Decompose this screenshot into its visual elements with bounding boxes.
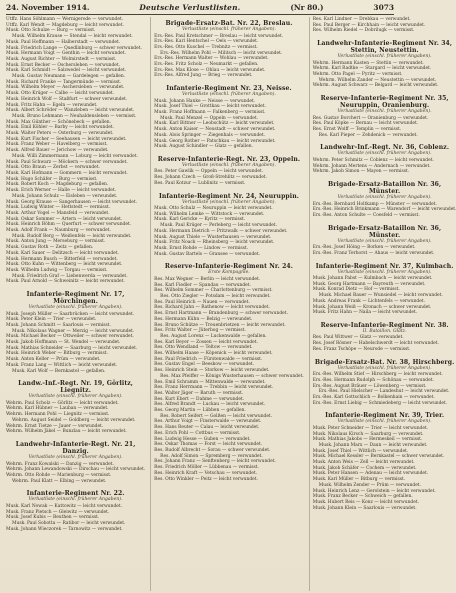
casualty-entry: Musk. Otto Krüger — Calbe — leicht verwundet. <box>6 91 115 97</box>
casualty-entry: Ers.-Res. Paul Kretschmer — Breslau — leicht verwundet. <box>154 33 284 39</box>
casualty-entry: Musk. Ludwig Winter — Hettstedt — vermisst. <box>6 205 111 211</box>
section-subheading: Verlustliste (einschl. früherer Angaben). <box>182 92 276 98</box>
casualty-entry: Res. Wilhelm Riedel — Dobrilugk — vermisst. <box>312 28 415 34</box>
casualty-entry: Utffz. Karl Wendt — Magdeburg — leicht verwundet. <box>6 22 124 28</box>
casualty-entry: Musk. Josef Thiel — Grottkau — leicht verwundet. <box>154 104 266 110</box>
section-heading: Infanterie-Regiment Nr. 24, Neuruppin. <box>158 192 299 200</box>
section-heading: Reserve-Infanterie-Regiment Nr. 35, Neuruppin, Oranienburg. <box>320 95 449 110</box>
section-subheading: II. Bataillon. Glatz. <box>362 328 407 334</box>
casualty-entry: Musk. Wilhelm Ludwig — Torgau — vermisst. <box>6 267 108 273</box>
section-gap <box>154 187 304 190</box>
casualty-entry: Res. Franz Tschöpe — Neurode — vermisst. <box>312 346 411 352</box>
casualty-entry: Musk. Willi Zimmermann — Loburg — leicht verwundet. <box>12 153 138 159</box>
casualty-entry: Res. Hans Reuter — Calau — leicht verwundet. <box>154 425 260 431</box>
header-issue: (Nr 80.) <box>290 3 324 12</box>
casualty-entry: Musk. Johann Schmitt — Saarlouis — vermisst. <box>6 322 111 328</box>
casualty-entry: Musk. Wilhelm Meyer — Aschersleben — verwundet. <box>6 85 125 91</box>
casualty-entry: Musk. Friedrich Lange — Quedlinburg — schwer verwundet. <box>6 45 142 51</box>
casualty-entry: Res. Gustav Borchert — Oranienburg — verwundet. <box>312 115 429 121</box>
casualty-entry: Ers.-Res. Franz Terhorst — Ahaus — leicht verwundet. <box>312 250 435 256</box>
casualty-entry: Ers.-Res. Anton Schulte — Coesfeld — vermisst. <box>312 212 420 218</box>
casualty-entry: Musk. Ernst Rohde — Lindow — vermisst. <box>154 245 249 251</box>
section-subheading: Verlustliste (einschl. früherer Angaben). <box>28 394 123 400</box>
casualty-entry: Res. Gustav Engel — Beeskow — verwundet. <box>154 362 255 368</box>
section-subheading: Verlustliste (einschl. früherer Angaben). <box>337 238 432 244</box>
casualty-entry: Musk. Peter Schneider — Trier — leicht verwundet. <box>312 425 429 431</box>
casualty-entry: Musk. Friedrich Graf — Liebenwerda — verwundet. <box>12 273 128 279</box>
casualty-entry: Wehrm. Wilhelm Jäkel — Bunzlau — leicht verwundet. <box>6 429 127 435</box>
casualty-entry: Musk. Karl Gericke — Kyritz — vermisst. <box>154 217 246 223</box>
casualty-entry: Musk. Hermann Busch — Bitterfeld — verwundet. <box>6 256 118 262</box>
casualty-entry: Musk. Karl Wolf — Bernkastel — gefallen. <box>12 368 106 374</box>
section-heading: Landwehr-Infanterie-Regiment Nr. 34, Stettin, Neustettin. <box>317 40 453 55</box>
casualty-entry: Musk. Rudolf Berg — Weißenfels — leicht verwundet. <box>12 233 132 239</box>
casualty-entry: Musk. Albert Schröder — Wanzleben — leicht verwundet. <box>6 108 135 114</box>
casualty-entry: Res. Emil Schramm — Mittenwalde — verwundet. <box>154 379 266 385</box>
casualty-entry: Res. Paul Wittwer — Glatz — verwundet. <box>312 335 404 341</box>
page-header <box>6 3 394 15</box>
casualty-entry: Musk. Otto Schulze — Burg — vermisst. <box>6 28 96 34</box>
column-2 <box>150 17 304 591</box>
casualty-entry: Musk. August Schindler — Glatz — gefallen. <box>154 144 253 150</box>
casualty-entry: Musk. Karl Nowak — Kattowitz — leicht verwundet. <box>6 503 123 509</box>
casualty-entry: Res. Adolf Simon — Spremberg — verwundet. <box>160 453 263 459</box>
casualty-entry: Musk. Emil Köhler — Barby — leicht verwundet. <box>6 125 114 131</box>
header-title: Deutsche Verlustlisten. <box>139 3 241 12</box>
casualty-entry: Musk. Heinrich Wolf — Staßfurt — schwer verwundet. <box>6 96 128 102</box>
section-heading: Reserve-Infanterie-Regt. Nr. 23, Oppeln. <box>157 155 301 163</box>
casualty-entry: Wehrm. Peter Schmitz — Coblenz — leicht verwundet. <box>312 157 434 163</box>
casualty-entry: Wehrm. August Schwarz — Belgard — leicht verwundet. <box>312 83 439 89</box>
casualty-entry: Musk. Hugo Schäfer — Burg — vermisst. <box>6 176 98 182</box>
casualty-entry: Musk. Erich Werner — Halle — leicht verwundet. <box>6 188 117 194</box>
casualty-entry: Res. Arthur Voigt — Finsterwalde — verwundet. <box>154 419 262 425</box>
casualty-entry: Wehrm. Johann Lewandowski — Dirschau — leicht verwundet. <box>6 467 146 473</box>
section-gap <box>6 285 145 288</box>
section-heading: Infanterie-Regiment Nr. 37, Kulmbach. <box>315 262 454 270</box>
casualty-entry: Res. Rudolf Albrecht — Sorau — schwer verwundet. <box>154 447 271 453</box>
casualty-entry: Res. Kurt Ebert — Dahme — verwundet. <box>154 396 245 402</box>
section-heading: Infanterie-Regiment Nr. 17, Mörchingen. <box>26 291 125 306</box>
casualty-entry: Musk. Alois Springer — Ziegenhals — verwundet. <box>154 132 266 138</box>
casualty-entry: Ers.-Res. Heinrich Brinkmann — Warendorf — leicht verwundet. <box>312 207 456 213</box>
section-subheading: Verlustliste (einschl. früherer Angaben). <box>182 199 276 205</box>
section-gap <box>313 406 456 409</box>
casualty-entry: Musk. Johann Hanke — Neisse — verwundet. <box>154 98 256 104</box>
casualty-entry: Musk. Michael Bauer — Wunsiedel — leicht verwundet. <box>318 293 443 299</box>
casualty-entry: Wehrm. Karl Radtke — Stargard — leicht verwundet. <box>312 66 432 72</box>
casualty-entry: Wehrm. Franz Kowalski — Danzig — verwundet. <box>6 461 114 467</box>
casualty-entry: Wehrm. Otto Pagel — Pyritz — vermisst. <box>312 72 403 78</box>
section-subheading: Verlustliste (einschl. früherer Angaben). <box>28 455 123 460</box>
casualty-entry: Ers.-Res. Wilhelm Stief — Hirschberg — leicht verwundet. <box>312 372 443 378</box>
casualty-entry: Musk. Richard Franke — Tangermünde — vermisst. <box>6 79 122 85</box>
casualty-entry: Musk. Johann Pabst — Kulmbach — leicht verwundet. <box>312 276 433 282</box>
casualty-entry: Musk. Paul Schwarz — Möckern — schwer verwundet. <box>6 159 128 165</box>
casualty-entry: Musk. Oskar Sommer — Artern — leicht verwundet. <box>6 216 123 222</box>
section-gap <box>154 79 304 82</box>
section-gap <box>313 257 456 260</box>
casualty-entry: Musk. Franz Weber — Havelberg — vermisst. <box>6 142 108 148</box>
casualty-entry: Musk. Hermann Voigt — Genthin — leicht verwundet. <box>6 51 126 57</box>
casualty-entry: Musk. Georg Krause — Sangerhausen — leicht verwundet. <box>6 199 138 205</box>
section-subheading: Verlustliste (einschl. früherer Angaben). <box>337 365 432 371</box>
casualty-entry: Wehrm. Jakob Simon — Mayen — vermisst. <box>312 169 410 175</box>
casualty-entry: Musk. Otto Braun — Zerbst — verwundet. <box>6 165 100 171</box>
casualty-entry: Musk. Wilhelm Zender — Prüm — verwundet. <box>318 482 421 488</box>
casualty-entry: Musk. Mathias Jakobs — Hermeskeil — vermisst. <box>312 437 423 443</box>
casualty-entry: Musk. Gustav Bartels — Gransee — verwundet. <box>154 251 261 257</box>
casualty-entry: Musk. Nikolaus Wagner — Merzig — leicht verwundet. <box>12 328 135 334</box>
section-subheading: Verlustliste (einschl. früherer Angaben). <box>182 27 276 32</box>
casualty-entry: Res. Johann Czech — Groß-Strehlitz — verwundet. <box>154 175 267 181</box>
casualty-entry: Musk. Anton Weis — Zell — leicht verwundet. <box>312 460 415 466</box>
section-subheading: Verlustliste (einschl. früherer Angaben). <box>337 269 432 275</box>
casualty-entry: Musk. Gustav Roth — Zeitz — gefallen. <box>6 245 94 251</box>
casualty-entry: Musk. Peter Hansen — Adenau — leicht verwundet. <box>312 471 429 477</box>
casualty-entry: Musk. Fritz Hahn — Naila — leicht verwundet. <box>312 310 418 316</box>
text-columns <box>6 17 456 591</box>
casualty-entry: Res. Otto Wendland — Teltow — verwundet. <box>154 345 253 351</box>
casualty-entry: Ers.-Res. Fritz Scholz — Neumarkt — gefallen. <box>154 62 259 68</box>
casualty-entry: Res. Ludwig Hesse — Guben — verwundet. <box>154 436 251 442</box>
casualty-entry: Musk. Franz Becker — Schweich — gefallen. <box>312 494 413 500</box>
casualty-entry: Musk. Nikolaus Kirsch — Saarburg — verwundet. <box>312 431 424 437</box>
section-gap <box>6 435 145 438</box>
casualty-entry: Musk. Franz Hoffmann — Falkenberg — vermisst. <box>154 110 266 116</box>
casualty-entry: Musk. Arthur Vogel — Mansfeld — verwundet. <box>6 210 110 216</box>
casualty-entry: Ers.-Res. Otto Kuschel — Trebnitz — vermisst. <box>154 44 258 50</box>
casualty-entry: Musk. Karl Hofmann — Gommern — leicht verwundet. <box>6 170 128 176</box>
casualty-entry: Res. Hermann Kühn — Belzig — verwundet. <box>154 316 253 322</box>
section-heading: Brigade-Ersatz-Bataillon Nr. 36, Münster. <box>327 224 442 239</box>
casualty-entry: Musk. Franz Lang — Wittlich — leicht verwundet. <box>6 362 118 368</box>
header-page-number: 3073 <box>373 3 394 12</box>
casualty-entry: Ers.-Res. Alfred Jung — Brieg — verwundet. <box>154 73 253 79</box>
casualty-entry: Wehrm. Johann Mertens — Andernach — verwundet. <box>312 163 431 169</box>
casualty-entry: Musk. Karl Müller — Bitburg — vermisst. <box>312 477 406 483</box>
section-subheading: Verlustliste (einschl. früherer Angaben). <box>337 109 432 115</box>
casualty-entry: Res. Franz Herrmann — Trebbin — leicht verwundet. <box>154 385 274 391</box>
section-subheading: Verlustliste (einschl. früherer Angaben). <box>337 151 432 157</box>
casualty-entry: Wehrm. Hermann Pohl — Liegnitz — vermisst. <box>6 412 110 418</box>
casualty-entry: Musk. Hermann Dietrich — Pritzwalk — schwer verwundet. <box>154 228 288 234</box>
section-subheading: Verlustliste (einschl. früherer Angaben). <box>337 195 432 201</box>
casualty-entry: Musk. Josef Thiel — Wittlich — verwundet. <box>312 448 409 454</box>
casualty-entry: Musk. Paul Menzel — Oppeln — verwundet. <box>160 115 259 121</box>
casualty-entry: Musk. Georg Rother — Patschkau — leicht verwundet. <box>154 138 276 144</box>
section-heading: Infanterie-Regiment Nr. 39, Trier. <box>325 412 445 420</box>
casualty-entry: Musk. Paul Krüger — Perleberg — leicht verwundet. <box>160 223 278 229</box>
casualty-entry: Musk. Anton Kaiser — Neustadt — schwer verwundet. <box>154 127 276 133</box>
casualty-entry: Musk. Wilhelm Krause — Stendal — leicht verwundet. <box>12 34 133 40</box>
section-subheading: Verlustliste (einschl. früherer Angaben). <box>182 162 276 168</box>
casualty-entry: Musk. Wilhelm Lemke — Wittstock — verwundet. <box>154 211 265 217</box>
casualty-entry: Musk. Otto Kuhn — Wittenberg — leicht verwundet. <box>6 262 123 268</box>
casualty-entry: Res. Paul Berger — Kirchhain — leicht verwundet. <box>312 22 426 28</box>
section-gap <box>313 138 456 141</box>
casualty-entry: Wehrm. Paul Scholz — Görlitz — leicht verwundet. <box>6 400 119 406</box>
section-heading: Brigade-Ersatz-Bat. Nr. 22, Breslau. <box>165 20 293 27</box>
section-gap <box>313 511 456 514</box>
casualty-entry: Res. Paul Heinrich — Nauen — verwundet. <box>154 299 250 305</box>
casualty-entry: Ers.-Res. Hermann Rudolph — Schönau — verwundet. <box>312 377 434 383</box>
casualty-entry: Res. Paul Friedrich — Fürstenwalde — vermisst. <box>154 356 263 362</box>
casualty-entry: Res. Peter Gawlik — Oppeln — leicht verwundet. <box>154 169 264 175</box>
section-heading: Infanterie-Regiment Nr. 22. <box>26 490 125 498</box>
section-gap <box>6 374 145 377</box>
casualty-entry: Musk. Otto Schulz — Neuruppin — leicht verwundet. <box>154 206 273 212</box>
casualty-entry: Musk. Jakob Hoffmann — St. Wendel — verwundet. <box>6 340 121 346</box>
casualty-entry: Ers.-Res. Ernst Liebig — Schmiedeberg — leicht verwundet. <box>312 400 448 406</box>
casualty-entry: Ers.-Res. Karl Hentschel — Oels — verwundet. <box>154 39 259 45</box>
section-heading: Landw.-Inf.-Regt. Nr. 19, Görlitz, Liegnitz. <box>18 380 134 395</box>
casualty-entry: Musk. Andreas Frank — Lichtenfels — verwundet. <box>312 298 426 304</box>
casualty-entry: Wehrm. Ernst Tietze — Jauer — verwundet. <box>6 423 104 429</box>
casualty-entry: Ers.-Res. Josef Höing — Borken — verwundet. <box>312 245 416 251</box>
section-gap <box>154 150 304 153</box>
casualty-entry: Res. Friedrich Möller — Lübbenau — vermisst. <box>154 465 259 471</box>
casualty-entry: Musk. Georg Hartmann — Bayreuth — verwundet. <box>312 281 426 287</box>
casualty-entry: Res. Alfred Brandt — Luckau — leicht verwundet. <box>154 402 266 408</box>
casualty-entry: Res. August Lorenz — Luckenwalde — gefallen. <box>160 333 267 339</box>
section-gap <box>6 484 145 487</box>
casualty-entry: Res. Wilhelm Haase — Köpenick — leicht verwundet. <box>154 351 273 357</box>
casualty-entry: Musk. Johann Wieczorek — Tarnowitz — verwundet. <box>6 526 123 532</box>
casualty-entry: Res. Johann Franz — Senftenberg — leicht verwundet. <box>154 459 276 465</box>
casualty-entry: Res. Karl Beyer — Zossen — leicht verwundet. <box>154 339 258 345</box>
section-heading: Landwehr-Inf.-Regt. Nr. 36, Coblenz. <box>320 144 450 152</box>
casualty-entry: Res. Otto Ziegler — Potsdam — leicht verwundet. <box>160 294 271 299</box>
casualty-entry: Musk. Paul Hoffmann — Halberstadt — verwundet. <box>6 39 121 45</box>
casualty-entry: Ers.-Res. Bernhard Holtkamp — Münster — verwundet. <box>312 201 437 207</box>
casualty-entry: Musk. Karl Bittner — Leobschütz — leicht verwundet. <box>154 121 275 127</box>
section-heading: Reserve-Infanterie-Regiment Nr. 24. <box>164 263 293 271</box>
casualty-entry: Res. Max Pfeiffer — Königs Wusterhausen — schwer verwundet. <box>160 373 304 379</box>
casualty-entry: Musk. Heinrich Lenz — Gerolstein — leicht verwundet. <box>312 488 436 494</box>
section-gap <box>313 34 456 37</box>
casualty-entry: Utffz. Hans Söhlmann — Wernigerode — verwundet. <box>6 17 124 22</box>
casualty-entry: Musk. Gustav Neumann — Gardelegen — gefallen. <box>12 74 126 80</box>
casualty-entry: Musk. Johann Schulz — Eisleben — verwundet. <box>12 193 118 199</box>
casualty-entry: Ers.-Res. Paul Hielscher — Landeshut — leicht verwundet. <box>318 389 450 395</box>
casualty-entry: Musk. August Thiele — Wusterhausen — verwundet. <box>154 234 272 240</box>
casualty-entry: Musk. Robert Koch — Magdeburg — gefallen. <box>6 182 109 188</box>
casualty-entry: Res. Richard Jahn — Rathenow — leicht verwundet. <box>154 305 270 311</box>
column-3 <box>309 17 456 591</box>
casualty-entry: Musk. Franz Pietsch — Gleiwitz — verwundet. <box>6 509 110 515</box>
casualty-entry: Res. Karl Lindner — Drebkau — verwundet. <box>312 17 411 22</box>
section-subheading: Verlustliste (einschl. früherer Angaben). <box>337 54 432 60</box>
casualty-entry: Musk. Fritz Hahn — Egeln — verwundet. <box>6 102 98 108</box>
column-1 <box>6 17 145 591</box>
casualty-entry: Musk. Fritz Noack — Rheinsberg — leicht verwundet. <box>154 240 275 246</box>
casualty-entry: Musk. Heinrich Weber — Bitburg — vermisst. <box>6 351 108 357</box>
casualty-entry: Musk. Paul Sobotta — Ratibor — leicht verwundet. <box>12 520 126 526</box>
section-gap <box>313 175 456 178</box>
casualty-entry: Res. Karl Fiedler — Spandau — verwundet. <box>154 282 251 288</box>
casualty-entry: Musk. Kurt Fischer — Seehausen — leicht verwundet. <box>6 136 127 142</box>
casualty-entry: Ers.-Res. Wilhelm Pohl — Militsch — leicht verwundet. <box>160 50 283 56</box>
casualty-entry: Ers.-Res. August Bräuer — Löwenberg — vermisst. <box>312 383 427 389</box>
casualty-entry: Musk. Anton Jung — Merseburg — vermisst. <box>6 239 106 245</box>
section-gap <box>313 353 456 356</box>
casualty-entry: Res. Fritz Walter — Jüterbog — vermisst. <box>154 328 246 334</box>
casualty-entry: Res. Georg Martin — Lübben — gefallen. <box>154 408 246 414</box>
section-gap <box>313 219 456 222</box>
casualty-entry: Ers.-Res. Max Klose — Ohlau — leicht verwundet. <box>154 67 266 73</box>
casualty-entry: Musk. Johann Klein — Saarlouis — verwundet. <box>312 505 417 511</box>
casualty-entry: Wehrm. Hermann Kasten — Stettin — verwundet. <box>312 60 424 66</box>
casualty-entry: Musk. Max Günther — Schönebeck — gefallen. <box>6 119 112 125</box>
casualty-entry: Res. Walter Jäger — Baruth — vermisst. <box>154 390 244 396</box>
casualty-entry: Musk. Konrad Dietz — Hof — vermisst. <box>312 287 400 293</box>
casualty-entry: Wehrm. Wilhelm Zander — Neustettin — verwundet. <box>318 77 437 83</box>
casualty-entry: Musk. Hubert Reis — Konz — leicht verwundet. <box>312 499 419 505</box>
casualty-entry: Res. Josef Rösner — Habelschwerdt — leicht verwundet. <box>312 341 439 347</box>
section-gap <box>6 532 145 535</box>
casualty-entry: Musk. Karl Sauer — Delitzsch — leicht verwundet. <box>6 250 119 256</box>
header-date: 24. November 1914. <box>6 3 90 12</box>
casualty-entry: Musk. Jakob Schäfer — Cochem — verwundet. <box>312 465 417 471</box>
casualty-entry: Musk. Peter Klein — Trier — verwundet. <box>6 317 97 323</box>
casualty-entry: Musk. Adolf Frank — Naumburg — verwundet. <box>6 228 111 234</box>
casualty-entry: Musk. August Richter — Wolmirstedt — vermisst. <box>6 56 117 62</box>
casualty-entry: Res. Paul Köpke — Bernau — leicht verwundet. <box>312 121 419 127</box>
casualty-entry: Res. Bruno Schütze — Treuenbrietzen — leicht verwundet. <box>154 322 286 328</box>
casualty-entry: Ers.-Res. Karl Gottschlich — Bolkenhain — verwundet. <box>312 394 435 400</box>
casualty-entry: Res. Heinrich Stein — Storkow — leicht verwundet. <box>154 368 270 374</box>
casualty-entry: Res. Paul Kotzur — Lublinitz — vermisst. <box>154 180 246 186</box>
section-subheading: Erste Kompagnie. <box>208 270 250 276</box>
casualty-entry: Res. Max Wegner — Berlin — leicht verwundet. <box>154 276 261 282</box>
casualty-entry: Musk. Ernst Becker — Oschersleben — verwundet. <box>6 62 121 68</box>
casualty-entry: Musk. Alfred Bauer — Jerichow — verwundet. <box>6 148 109 154</box>
section-heading: Brigade-Ersatz-Bataillon Nr. 36, Münster. <box>327 181 442 196</box>
section-subheading: Verlustliste (einschl. früherer Angaben). <box>337 419 432 425</box>
casualty-entry: Musk. Michael Kessler — Bernkastel — schwer verwundet. <box>312 454 445 460</box>
casualty-entry: Res. Oskar Thomas — Forst — leicht verwundet. <box>154 442 263 448</box>
casualty-entry: Musk. Heinrich Böhm — Querfurt — schwer verwundet. <box>6 222 132 228</box>
section-gap <box>154 482 304 485</box>
casualty-entry: Wehrm. Paul Klatt — Elbing — verwundet. <box>12 478 107 484</box>
section-subheading: Verlustliste (einschl. früherer Angaben). <box>28 305 123 311</box>
casualty-entry: Wehrm. Karl Hübner — Lauban — verwundet. <box>6 406 109 412</box>
casualty-entry: Musk. Johann Marx — Daun — leicht verwundet. <box>318 442 428 448</box>
casualty-entry: Musk. Joseph Müller — Saarbrücken — leicht verwundet. <box>6 311 135 317</box>
casualty-entry: Musk. Johann Weiß — Kronach — schwer verwundet. <box>312 304 432 310</box>
casualty-entry: Musk. Michael Becker — Ottweiler — schwer verwundet. <box>6 334 134 340</box>
casualty-entry: Musk. Karl Schmidt — Salzwedel — leicht verwundet. <box>6 68 127 74</box>
casualty-entry: Wehrm. Otto Rohde — Marienburg — vermisst. <box>6 472 112 478</box>
section-gap <box>313 316 456 319</box>
casualty-entry: Musk. Bruno Lehmann — Neuhaldensleben — vermisst. <box>12 113 137 119</box>
casualty-entry: Res. Ernst Hartmann — Brandenburg — schwer verwundet. <box>154 311 288 317</box>
casualty-entry: Wehrm. August Seidel — Goldberg — leicht verwundet. <box>12 417 136 423</box>
casualty-entry: Res. Heinrich Kraft — Vetschau — verwundet. <box>154 470 257 476</box>
casualty-entry: Musk. Walter Peters — Osterburg — verwundet. <box>6 131 114 137</box>
section-heading: Infanterie-Regiment Nr. 23, Neisse. <box>166 85 292 93</box>
section-heading: Reserve-Infanterie-Regiment Nr. 38. <box>320 321 449 329</box>
casualty-entry: Res. Wilhelm Sommer — Charlottenburg — vermisst. <box>154 288 273 294</box>
casualty-entry: Res. Otto Winkler — Peitz — leicht verwundet. <box>154 476 258 482</box>
casualty-entry: Musk. Anton Keller — Prüm — verwundet. <box>6 357 101 363</box>
casualty-entry: Ers.-Res. Hermann Walter — Wohlau — verwundet. <box>154 56 269 62</box>
casualty-entry: Musk. Josef Kubis — Beuthen — vermisst. <box>6 515 100 521</box>
section-gap <box>313 89 456 92</box>
casualty-entry: Res. Erich Pohl — Cottbus — vermisst. <box>154 430 241 436</box>
casualty-entry: Res. Ernst Wolff — Templin — vermisst. <box>312 127 402 133</box>
casualty-entry: Res. Karl Pieper — Zehdenick — verwundet. <box>318 132 418 138</box>
section-subheading: Verlustliste (einschl. früherer Angaben). <box>28 497 123 503</box>
casualty-entry: Musk. Mathias Schneider — Saarburg — leicht verwundet. <box>6 345 138 351</box>
section-heading: Landwehr-Infanterie-Regt. Nr. 21, Danzig. <box>15 441 136 455</box>
casualty-entry: Musk. Paul Arnold — Schweinitz — leicht verwundet. <box>6 279 125 285</box>
section-gap <box>154 257 304 260</box>
section-heading: Brigade-Ersatz-Bat. Nr. 38, Hirschberg. <box>314 358 455 366</box>
casualty-entry: Res. Robert Seifert — Golßen — leicht verwundet. <box>160 413 273 419</box>
